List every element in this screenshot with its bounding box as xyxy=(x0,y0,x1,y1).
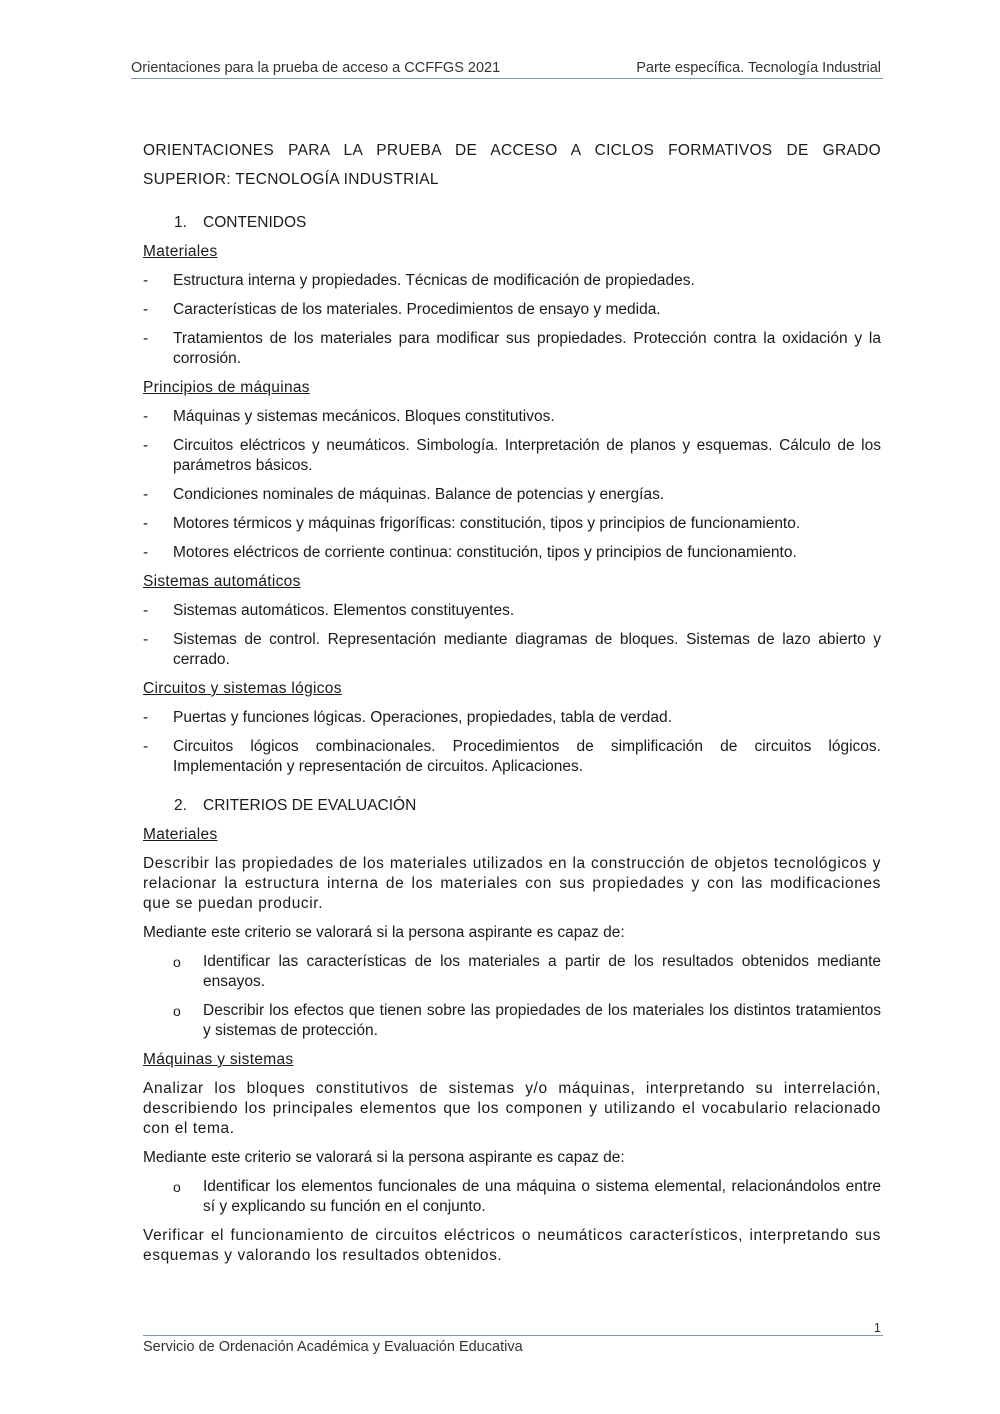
document-title-line-1: ORIENTACIONES PARA LA PRUEBA DE ACCESO A CICLOS FORMATIVOS DE GRADO xyxy=(143,142,881,159)
list-item-text: Características de los materiales. Procedimientos de ensayo y medida. xyxy=(173,301,661,318)
circle-bullet-icon: o xyxy=(173,1003,181,1019)
list-item-text: Máquinas y sistemas mecánicos. Bloques constitutivos. xyxy=(173,408,555,425)
list-item-text: Sistemas de control. Representación mediante diagramas de bloques. Sistemas de lazo abierto y cerrado. xyxy=(173,631,881,668)
subheading-circuitos-logicos: Circuitos y sistemas lógicos xyxy=(143,680,342,697)
list-item-text: Describir los efectos que tienen sobre las propiedades de los materiales los distintos tratamientos y sistemas de protección. xyxy=(203,1002,881,1039)
dash-marker: - xyxy=(143,272,149,289)
section-heading-criterios xyxy=(143,796,881,816)
header-left-text: Orientaciones para la prueba de acceso a CCFFGS 2021 xyxy=(131,60,501,76)
dash-marker: - xyxy=(143,544,149,561)
list-item-text: Motores eléctricos de corriente continua: constitución, tipos y principios de funcionamiento. xyxy=(173,544,797,561)
criterion-paragraph: Verificar el funcionamiento de circuitos eléctricos o neumáticos característicos, interpretando sus esquemas y valorando los resultados obtenidos. xyxy=(143,1227,881,1264)
list-item xyxy=(143,329,881,369)
list-item xyxy=(143,543,881,563)
subheading-materiales: Materiales xyxy=(143,826,218,843)
subheading-maquinas-sistemas: Máquinas y sistemas xyxy=(143,1051,294,1068)
list-item xyxy=(143,601,881,621)
section-title: CONTENIDOS xyxy=(203,214,307,231)
list-item-text: Motores térmicos y máquinas frigoríficas: constitución, tipos y principios de funcionamiento. xyxy=(173,515,801,532)
dash-marker: - xyxy=(143,631,149,648)
list-item-text: Circuitos lógicos combinacionales. Procedimientos de simplificación de circuitos lógicos. Implementación y representación de circuitos. Aplicaciones. xyxy=(173,738,881,775)
list-item xyxy=(143,737,881,777)
page-header xyxy=(131,58,883,79)
page-number: 1 xyxy=(873,1320,881,1335)
list-item-text: Puertas y funciones lógicas. Operaciones, propiedades, tabla de verdad. xyxy=(173,709,672,726)
subheading-principios-maquinas: Principios de máquinas xyxy=(143,379,310,396)
list-item-text: Identificar los elementos funcionales de una máquina o sistema elemental, relacionándolos entre sí y explicando su función en el conjunto. xyxy=(203,1178,881,1215)
list-item-text: Circuitos eléctricos y neumáticos. Simbología. Interpretación de planos y esquemas. Cálculo de los parámetros básicos. xyxy=(173,437,881,474)
section-heading-contenidos xyxy=(143,213,881,233)
list-item xyxy=(143,1177,881,1217)
list-item-text: Sistemas automáticos. Elementos constituyentes. xyxy=(173,602,515,619)
list-item xyxy=(143,514,881,534)
footer-divider xyxy=(143,1335,883,1336)
section-number: 2. xyxy=(174,797,187,814)
criterion-paragraph: Analizar los bloques constitutivos de sistemas y/o máquinas, interpretando su interrelación, describiendo los principales elementos que los componen y utilizando el vocabulario relacionado con el tema. xyxy=(143,1080,881,1137)
header-right-text: Parte específica. Tecnología Industrial xyxy=(636,60,881,76)
footer-text: Servicio de Ordenación Académica y Evaluación Educativa xyxy=(143,1339,523,1355)
list-item xyxy=(143,708,881,728)
dash-marker: - xyxy=(143,515,149,532)
list-item xyxy=(143,952,881,992)
dash-marker: - xyxy=(143,408,149,425)
list-item xyxy=(143,630,881,670)
list-item xyxy=(143,271,881,291)
document-title-line-2: SUPERIOR: TECNOLOGÍA INDUSTRIAL xyxy=(143,171,439,188)
list-item-text: Identificar las características de los materiales a partir de los resultados obtenidos mediante ensayos. xyxy=(203,953,881,990)
criterion-intro: Mediante este criterio se valorará si la persona aspirante es capaz de: xyxy=(143,924,625,941)
subheading-materiales: Materiales xyxy=(143,243,218,260)
dash-marker: - xyxy=(143,709,149,726)
list-item-text: Condiciones nominales de máquinas. Balance de potencias y energías. xyxy=(173,486,665,503)
list-item xyxy=(143,407,881,427)
circle-bullet-icon: o xyxy=(173,954,181,970)
dash-marker: - xyxy=(143,437,149,454)
section-number: 1. xyxy=(174,214,187,231)
document-body xyxy=(143,136,881,1266)
dash-marker: - xyxy=(143,301,149,318)
list-item-text: Tratamientos de los materiales para modificar sus propiedades. Protección contra la oxidación y la corrosión. xyxy=(173,330,881,367)
list-item xyxy=(143,436,881,476)
criterion-intro: Mediante este criterio se valorará si la persona aspirante es capaz de: xyxy=(143,1149,625,1166)
list-item xyxy=(143,300,881,320)
dash-marker: - xyxy=(143,486,149,503)
dash-marker: - xyxy=(143,330,149,347)
list-item xyxy=(143,1001,881,1041)
subheading-sistemas-automaticos: Sistemas automáticos xyxy=(143,573,301,590)
criterion-paragraph: Describir las propiedades de los materiales utilizados en la construcción de objetos tecnológicos y relacionar la estructura interna de los materiales con sus propiedades y con las modificaciones que se puedan producir. xyxy=(143,855,881,912)
list-item xyxy=(143,485,881,505)
dash-marker: - xyxy=(143,602,149,619)
dash-marker: - xyxy=(143,738,149,755)
list-item-text: Estructura interna y propiedades. Técnicas de modificación de propiedades. xyxy=(173,272,695,289)
section-title: CRITERIOS DE EVALUACIÓN xyxy=(203,797,417,814)
circle-bullet-icon: o xyxy=(173,1179,181,1195)
